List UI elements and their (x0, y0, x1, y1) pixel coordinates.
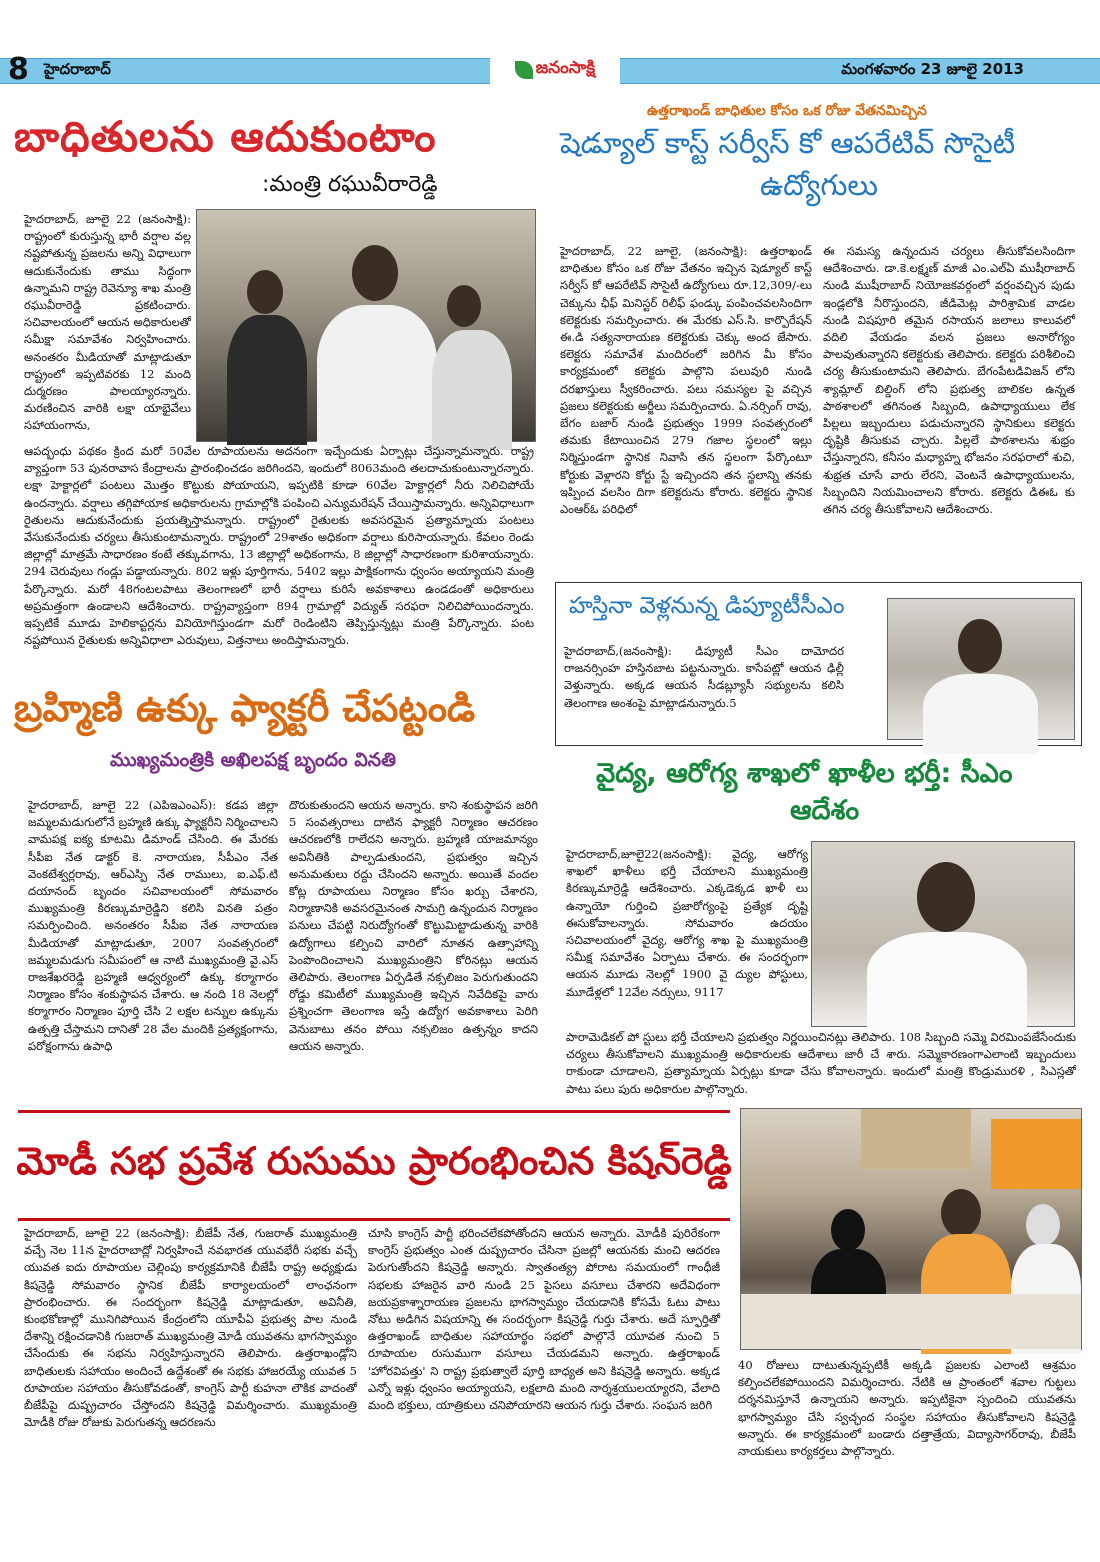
header-date: మంగళవారం 23 జూలై 2013 (841, 60, 1024, 78)
article4-subtitle: ముఖ్యమంత్రికి అఖిలపక్ష బృందం వినతి (110, 749, 396, 771)
article1-title: బాధితులను ఆదుకుంటాం (14, 112, 437, 161)
article4-column-1: హైదరాబాద్, జూలై 22 (ఎపిఇఎంఎస్): కడప జిల్లా జమ్మలమడుగులోనే బ్రహ్మణి ఉక్కు ఫ్యాక్టరీని నిర్మించాలని వామపక్ష ఐక్య కూటమి డిమాండ్ చేసింది. ఈ మేరకు సీపీఐ నేత డాక్టర్ కె. నారాయణ, సీపీఎం నేత వెంకటేశ్వర్లరావు, ఆర్ఎస్పి నేత రాములు, ఐ.ఎఫ్.టి దయానంద్ బృందం సచివాలయంలో సోమవారం ముఖ్యమంత్రి కిరణ్కుమార్రెడ్డిని కలిసి వినతి పత్రం సమర్పించింది. అనంతరం సీపీఐ నేత నారాయణ మీడియాతో మాట్లాడుతూ, 2007 సంవత్సరంలో జమ్మలమడుగు సమీపంలో ఆ నాటి ముఖ్యమంత్రి వై.ఎస్ రాజశేఖరరెడ్డి బ్రహ్మణి ఆధ్వర్యంలో ఉక్కు కర్మాగారం నిర్మాణం కోసం శంకుస్థాపన చేశారు. ఆ నంది 18 నెలల్లో కర్మాగారం నిర్మాణం పూర్తి చేసి 2 లక్షల టన్నుల ఉక్కును ఉత్పత్తి చేస్తామని దానితో 28 వేల మందికి ప్రత్యక్షంగాను, పరోక్షంగాను ఉపాధి (28, 798, 278, 1053)
header-city: హైదరాబాద్ (44, 60, 111, 78)
leaf-icon (515, 61, 533, 79)
article1-narrow-column: హైదరాబాద్, జూలై 22 (జనంసాక్షి): రాష్ట్రంలో కురుస్తున్న భారీ వర్షాల వల్ల నష్టపోతున్న ప్రజలను అన్ని విధాలుగా ఆదుకునేందుకు తాము సిద్ధంగా ఉన్నామని రాష్ట్ర రెవెన్యూ శాఖ మంత్రి రఘువీరారెడ్డి ప్రకటించారు. సచివాలయంలో ఆయన అధికారులతో సమీక్షా సమావేశం నిర్వహించారు. అనంతరం మీడియాతో మాట్లాడుతూ రాష్ట్రంలో ఇప్పటివరకు 12 మంది దుర్మరణం పాలయ్యారన్నారు. మరణించిన వారికి లక్షా యాభైవేలు సహాయంగాను, (24, 212, 191, 433)
article3-box (555, 582, 1082, 746)
article3-body: హైదరాబాద్,(జనంసాక్షి): డిప్యూటీ సీఎం దామోదర రాజనర్సింహ హస్తినబాట పట్టనున్నారు. కాసేపట్లో ఆయన ఢిల్లీ వెళ్తున్నారు. అక్కడ ఆయన సీడబ్ల్యూసీ సభ్యులను కలిసి తెలంగాణ అంశంపై మాట్లాడనున్నారు.5 (564, 644, 844, 710)
article6-title-banner (18, 1110, 730, 1221)
article5-narrow-column: హైదరాబాద్,జూలై22(జనంసాక్షి): వైద్య, ఆరోగ్య శాఖలో ఖాళీలు భర్తీ చేయాలని ముఖ్యమంత్రి కిరణ్కుమార్రెడ్డి ఆదేశించారు. ఎక్కడెక్కడ ఖాళీ లు ఉన్నాయో గుర్తించి ప్రజారోగ్యంపై ప్రత్యేక దృష్టి ఈసుకోవాలన్నారు. సోమవారం ఉదయం సచివాలయంలో వైద్య, ఆరోగ్య శాఖ పై ముఖ్యమంత్రి సమీక్ష సమావేశం ఏర్పాటు చేశారు. ఈ సందర్భంగా ఆయన మూడు నెలల్లో 1900 వై ద్యుల పోస్టులు, మూడేళ్లలో 12వేల నర్సులు, 9117 (566, 847, 808, 999)
article2-column-2: ఈ సమస్య ఉన్నందున చర్యలు తీసుకోవలసిందిగా ఆదేశించారు. డా.కె.లక్ష్మణ్ మాజీ ఎం.ఎల్ఏ ముషీరాబాద్ నుండి ముషీరాబాద్ నియోజకవర్గంలో వర్షంవచ్చిన పుడు ఇండ్లలోకి నీరొస్తుందని, జీడిమెట్ల పారిశ్రామిక వాడల నుండి విషపూరి తమైన రసాయన జలాలు కాలువలో వదిలి వేయడం వలన ప్రజలు అనారోగ్యం పాలవుతున్నారని కలెక్టరుకు తెలిపారు. కలెక్టరు పరిశీలించి చర్య తీసుకుంటామని తెలిపారు. బేగంపేటడివిజన్ లోని శ్యామ్లాల్ బిల్డింగ్ లోని ప్రభుత్వ బాలికల ఉన్నత పాఠశాలలో తగినంత సిబ్బంది, ఉపాధ్యాయులు లేక పిల్లలు ఇబ్బందులు పడుచున్నారని స్థానికులు కలెక్టరు దృష్టికి తీసుకువ చ్చారు. పిల్లలే పాఠశాలను శుభ్రం చేస్తున్నారని, కనీసం మధ్యాహ్న భోజనం సరఫరాలో శుచి, శుభ్రత చూసే వారు లేరని, వెంటనే ఉపాధ్యాయులను, సిబ్బందిని నియమించాలని కోరారు. కలెక్టరు డిఈఓ కు తగిన చర్య తీసుకోవాలని ఆదేశించారు. (823, 244, 1075, 517)
article4-column-2: దొరుకుతుందని ఆయన అన్నారు. కాని శంకుస్థాపన జరిగి 5 సంవత్సరాలు దాటిన ఫ్యాక్టరీ నిర్మాణం ఆచరణం ఆచరణలోకి రాలేదని అన్నారు. బ్రహ్మణి యాజమాన్యం అవినీతికి పాల్పడుతుందని, ప్రభుత్వం ఇచ్చిన అనుమతులు రద్దు చేసిందని అన్నారు. అయితే వందల కోట్ల రూపాయలు నిర్మాణం కోసం ఖర్చు చేశారని, నిర్మాణానికి అవసరమైనంత సామగ్రి ఉన్నందున నిర్మాణం పనులు చేపట్టి నిరుద్యోగంతో కొట్టుమిట్టాడుతున్న వారికి ఉద్యోగాలు కల్పించి వారిలో నూతన ఉత్సాహాన్ని పెంపొందించాలని ముఖ్యమంత్రిని కోరినట్లు ఆయన తెలిపారు. తెలంగాణ ఏర్పడితే నక్సలిజం పెరుగుతుందని రోడ్డు కమిటీలో ముఖ్యమంత్రి ఇచ్చిన నివేదికపై వారు ప్రశ్నించగా తెలంగాణ ఇస్తే ఉద్యోగ అవకాశాలు పెరిగి వెనుబాటు తనం పోయి నక్సలిజం ఉత్పన్నం కాదని ఆయన అన్నారు. (289, 798, 538, 1053)
article2-title-line2: ఉద్యోగులు (760, 168, 878, 202)
article6-title: మోడీ సభ ప్రవేశ రుసుము ప్రారంభించిన కిషన్‌రెడ్డి (16, 1138, 732, 1183)
page-number: 8 (8, 52, 29, 87)
masthead-name: జనంసాక్షి (535, 58, 596, 78)
article2-kicker: ఉత్తరాఖండ్ బాధితుల కోసం ఒక రోజు వేతనమిచ్చిన (647, 103, 927, 119)
article4-title: బ్రహ్మిణి ఉక్కు ఫ్యాక్టరీ చేపట్టండి (14, 686, 476, 730)
article3-photo (887, 598, 1075, 740)
article1-byline: :మంత్రి రఘువీరారెడ్డి (262, 172, 438, 197)
article2-title-line1: షెడ్యూల్ కాస్ట్ సర్వీస్ కో ఆపరేటివ్ సొసైటీ (560, 126, 1016, 160)
article5-photo (811, 841, 1075, 1027)
article3-title: హస్తినా వెళ్లనున్న డిప్యూటీసీఎం (569, 593, 845, 619)
article1-full-column: ఆపద్బంధు పథకం క్రింద మరో 50వేల రూపాయలను అదనంగా ఇచ్చేందుకు ఏర్పాట్లు చేస్తున్నామన్నారు. రాష్ట్ర వ్యాప్తంగా 53 పునరావాస కేంద్రాలను ప్రారంభించడం జరిగిందని, ఇందులో 8063మంది తలదాచుకుంటున్నారన్నారు. లక్షా హెక్టార్లలో పంటలు మొత్తం కొట్టుకు పోయాయని, ఇప్పటికి కూడా 60వేల హెక్టార్లలో నీరు నిలిచిపోయే ఉందన్నారు. వర్షాలు తగ్గిపోయాక అధికారులను గ్రామాల్లోకి పంపించి ఎన్యుమరేషన్ చేయిస్తామన్నారు. అన్నివిధాలుగా రైతులను ఆదుకునేందుకు ప్రయత్నిస్తామన్నారు. రాష్ట్రంలో రైతులకు అవసరమైన ప్రత్యామ్నాయ పంటలు వేసుకునేందుకు చర్యలు తీసుకుంటామన్నారు. రాష్ట్రంలో 29శాతం అధికంగా వర్షాలు కురిసాయన్నారు. కేవలం రెండు జిల్లాల్లో మాత్రమే సాధారణం కంటే తక్కువగాను, 13 జిల్లాల్లో అధికంగాను, 8 జిల్లాల్లో సాధారణంగా కురిశాయన్నారు. 294 చెరువులు గండ్లు పడ్డాయన్నారు. 802 ఇళ్లు పూర్తిగాను, 5402 ఇల్లు పాక్షికంగాను ధ్వంసం అయ్యాయని మంత్రి పేర్కొన్నారు. మరో 48గంటలపాటు తెలంగాణలో భారీ వర్షాలు కురిసే అవకాశాలు ఉండడంతో అధికారులు అప్రమత్తంగా ఉండాలని ఆదేశించారు. రాష్ట్రవ్యాప్తంగా 894 గ్రామాల్లో విద్యుత్ సరఫరా నిలిచిపోయిందన్నారు. ఇప్పటికే మూడు హెలికాప్టర్లను వినియోగిస్తుండగా మరో రెండింటిని తెప్పిస్తున్నట్లు మంత్రి పేర్కొన్నారు. పంట నష్టపోయిన రైతులకు అన్నివిధాలా ఎరువులు, విత్తనాలు అందిస్తామన్నారు. (24, 444, 534, 648)
article6-column-1: హైదరాబాద్, జూలై 22 (జనంసాక్షి): బీజేపీ నేత, గుజరాత్ ముఖ్యమంత్రి వచ్చే నెల 11న హైదరాబాద్లో నిర్వహించే నవభారత యువభేరీ సభకు వచ్చే యువత ఐదు రూపాయల చెల్లింపు కార్యక్రమానికి బీజేపీ రాష్ట్ర అధ్యక్షుడు కిషన్రెడ్డి సోమవారం స్థానిక బీజేపీ కార్యాలయంలో లాంఛనంగా ప్రారంభించారు. ఈ సందర్భంగా కిషన్రెడ్డి మాట్లాడుతూ, అవినీతి, కుంభకోణాల్లో మునిగిపోయిన కేంద్రంలోని యూపీఏ ప్రభుత్వ పాల నుండి దేశాన్ని రక్షించడానికి గుజరాత్ ముఖ్యమంత్రి మోడీ యువతను భాగస్వామ్యం చేసేందుకు ఈ సభను నిర్వహిస్తున్నారని తెలిపారు. ఉత్తరాఖండ్లోని బాధితులకు సహాయం అందించే ఉద్దేశంతో ఈ సభకు హాజరయ్యే యువత 5 రూపాయల సహాయం తీసుకోవడంతో, కాంగ్రెస్ పార్టీ కుహనా లౌకిక వాదంతో బీజేపీపై దుష్ప్రచారం చేస్తోందని కిషన్రెడ్డి విమర్శించారు. ముఖ్యమంత్రి మోడీకి రోజు రోజుకు పెరుగుతన్న ఆదరణను (24, 1226, 357, 1430)
article6-column-3: 40 రోజులు దాటుతున్నప్పటికీ అక్కడి ప్రజలకు ఎలాంటి ఆశ్రమం కల్పించలేకపోయిందని విమర్శించారు. నేటికి ఆ ప్రాంతంలో శవాల గుట్టలు దర్శనమిస్తూనే ఉన్నాయని అన్నారు. ఇప్పటికైనా స్పందించి యువతను భాగస్వామ్యం చేసి స్వచ్ఛంద సంస్థల సహాయం తీసుకోవాలని కిషన్రెడ్డి అన్నారు. ఈ కార్యక్రమంలో బండారు దత్తాత్రేయ, విద్యాసాగర్‌రావు, బీజేపీ నాయకులు కార్యకర్తలు పాల్గొన్నారు. (738, 1358, 1076, 1459)
article2-column-1: హైదరాబాద్, 22 జూలై, (జనంసాక్షి): ఉత్తరాఖండ్ బాధితుల కోసం ఒక రోజు వేతనం ఇచ్చిన షెడ్యూల్ కాస్ట్ సర్వీస్ కో ఆపరేటివ్ సొసైటీ ఉద్యోగులు రూ.12,309/-లు చెక్కును ఛీఫ్ మినిస్టర్ రిలీఫ్ ఫండ్కు పంపించవలసిందిగా కలెక్టరుకు సమర్పించారు. ఈ మేరకు ఎస్.సి. కార్పొరేషన్ ఈ.డి సత్యనారాయణ కలెక్టరుకు చెక్కు అంద జేసారు. కలెక్టరు సమావేశ మందిరంలో జరిగిన మీ కోసం కార్యక్రమంలో కలెక్టరు పాల్గొని పలువురి నుండి దరఖాస్తులు స్వీకరించారు. పలు సమస్యల పై వచ్చిన ప్రజలు కలెక్టరుకు అర్జీలు సమర్పించారు. ఏ.నర్సింగ్ రావు, బేగం బజార్ నుండి ప్రభుత్వం 1999 సంవత్సరంలో తమకు కేటాయించిన 279 గజాల స్థలంలో ఇల్లు నిర్మిస్తుండగా స్థానిక నివాసి తన స్థలంగా పేర్కొంటూ కోర్టుకు వెళ్లారని కోర్టు స్టే ఇచ్చిందని తన స్థలాన్ని తనకు ఇప్పించ వలసిం దిగా కలెక్టరును కోరారు. కలెక్టరు స్థానిక ఎంఆర్ఓ పరిధిలో (560, 244, 812, 517)
article6-photo (740, 1108, 1082, 1350)
article5-title-line2: ఆదేశం (790, 795, 860, 826)
article5-full-column: పారామెడికల్ పో స్టులు భర్తీ చేయాలని ప్రభుత్వం నిర్ణయించినట్లు తెలిపారు. 108 సిబ్బంది సమ్మె విరమింపజేసేందుకు చర్యలు తీసుకోవాలని ముఖ్యమంత్రి అధికారులకు ఆదేశాలు జారీ చే శారు. సమ్మెకారణంగాఎలాంటి ఇబ్బందులు రాకుండా చూడాలని, ప్రత్యామ్నాయ ఏర్పట్లు కూడా చేసు కోవాలన్నారు. ఇందులో మంత్రి కొండ్రుమురళి , సిఎస్లతో పాటు పలు పురు అధికారుల పాల్గొన్నారు. (566, 1030, 1076, 1096)
article1-photo (196, 209, 536, 442)
masthead-logo (490, 55, 620, 85)
article5-title-line1: వైద్య, ఆరోగ్య శాఖలో ఖాళీల భర్తీ: సీఎం (596, 758, 1013, 789)
article6-column-2: చూసి కాంగ్రెస్ పార్టీ భరించలేకపోతోందని ఆయన అన్నారు. మోడీకి పురిరేకంగా కాంగ్రెస్ ప్రభుత్వం ఎంత దుష్ప్రచారం చేసినా ప్రజల్లో ఆయనకు మంచి ఆదరణ పెరుగుతోందని కిషన్రెడ్డి అన్నారు. స్వాతంత్య్ర పోరాట సమయంలో గాంధీజీ సభలకు హాజరైన వారి నుండి 25 పైసలు వసూలు చేశారని అదేవిధంగా జయప్రకాశ్నారాయణ ప్రజలను భాగస్వామ్యం చేయడానికి కోసమే ఓటు పాటు నోటు అడిగిన విషయాన్ని ఈ సందర్భంగా కిషన్రెడ్డి గుర్తు చేశారు. అదే స్ఫూర్తితో ఉత్తరాఖండ్ బాధితుల సహాయార్థం సభలో పాల్గొనే యూవత నుంచి 5 రూపాయల రుసుముగా వసూలు చేయడమని అన్నారు. ఉత్తరాఖండ్ 'హోరవిపత్తు' ని రాష్ట్ర ప్రభుత్వాలే పూర్తి బాధ్యత అని కిషన్రెడ్డి అన్నారు. అక్కడ ఎన్నో ఇళ్లు ధ్వంసం అయ్యాయని, లక్షలాది మంది నార్శశ్రయులయ్యారని, వేలాది మంది భక్తులు, యాత్రికులు చనిపోయారని ఆయన గుర్తు చేశారు. సంఘన జరిగి (368, 1226, 720, 1413)
